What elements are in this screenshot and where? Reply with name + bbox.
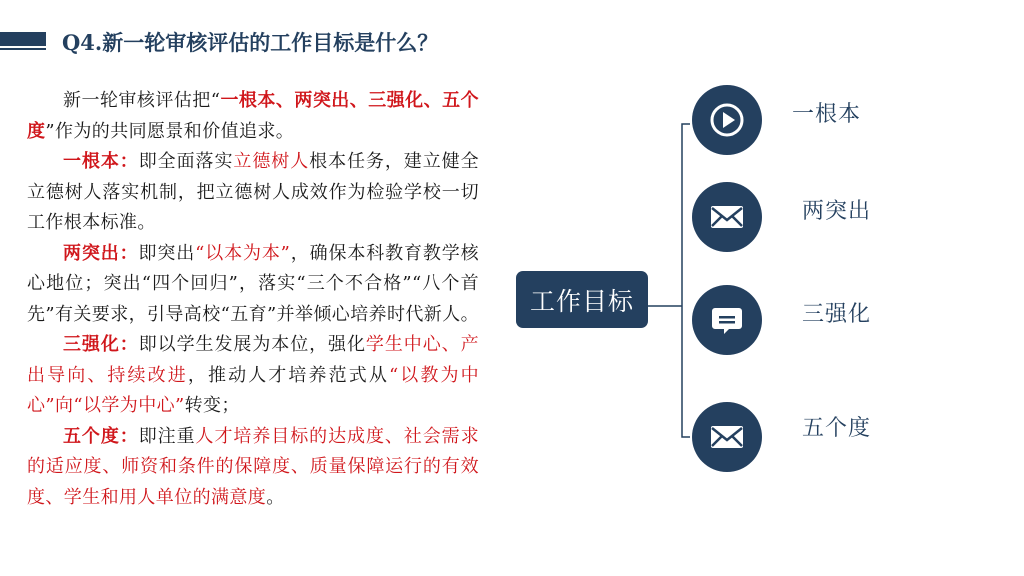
intro-highlight: 一根本、两突出、三强化、五个度 bbox=[27, 90, 479, 142]
highlight: 学生中心、产出导向、持续改进 bbox=[27, 334, 479, 386]
play-icon bbox=[707, 100, 747, 140]
text: 转变； bbox=[184, 395, 240, 416]
node-circle-3 bbox=[692, 285, 762, 355]
highlight: “以教为中心”向“以学为中心” bbox=[27, 364, 480, 416]
text: 。 bbox=[266, 486, 285, 508]
mail-icon bbox=[707, 197, 747, 237]
lead-yigenben: 一根本： bbox=[63, 151, 139, 172]
text: ，推动人才培养范式从 bbox=[187, 364, 389, 386]
lead-wugedu: 五个度： bbox=[63, 425, 139, 447]
lead-liangtuchu: 两突出： bbox=[63, 242, 139, 264]
highlight: 人才培养目标的达成度、社会需求的适应度、师资和条件的保障度、质量保障运行的有效度、学生和用人单位的满意度 bbox=[27, 425, 480, 508]
node-label-4: 五个度 bbox=[802, 416, 872, 441]
chat-icon bbox=[707, 300, 747, 340]
node-circle-2 bbox=[692, 182, 762, 252]
text: ，确保本科教育教学核心地位；突出“四个回归”，落实“三个不合格”“八个首先”有关要求，引导高校“五育”并举倾心培养时代新人。 bbox=[27, 242, 480, 325]
intro-text: 新一轮审核评估把“ bbox=[63, 90, 221, 111]
node-label-1: 一根本 bbox=[792, 102, 862, 127]
node-circle-4 bbox=[692, 402, 762, 472]
text: 即突出 bbox=[138, 242, 196, 264]
highlight: “以本为本” bbox=[195, 242, 291, 264]
text: 根本任务，建立健全立德树人落实机制，把立德树人成效作为检验学校一切工作根本标准。 bbox=[27, 151, 479, 233]
lead-sanqianghua: 三强化： bbox=[63, 334, 139, 355]
mail-icon bbox=[707, 417, 747, 457]
text: 即以学生发展为本位，强化 bbox=[138, 334, 366, 355]
text: 即全面落实 bbox=[138, 151, 234, 172]
center-box: 工作目标 bbox=[516, 271, 648, 328]
intro-text-end: ”作为的共同愿景和价值追求。 bbox=[45, 120, 295, 142]
text: 即注重 bbox=[138, 425, 196, 447]
node-label-2: 两突出 bbox=[802, 199, 872, 224]
highlight: 立德树人 bbox=[233, 151, 310, 172]
node-circle-1 bbox=[692, 85, 762, 155]
node-label-3: 三强化 bbox=[802, 302, 872, 327]
page-title: Q4.新一轮审核评估的工作目标是什么？ bbox=[62, 30, 439, 55]
